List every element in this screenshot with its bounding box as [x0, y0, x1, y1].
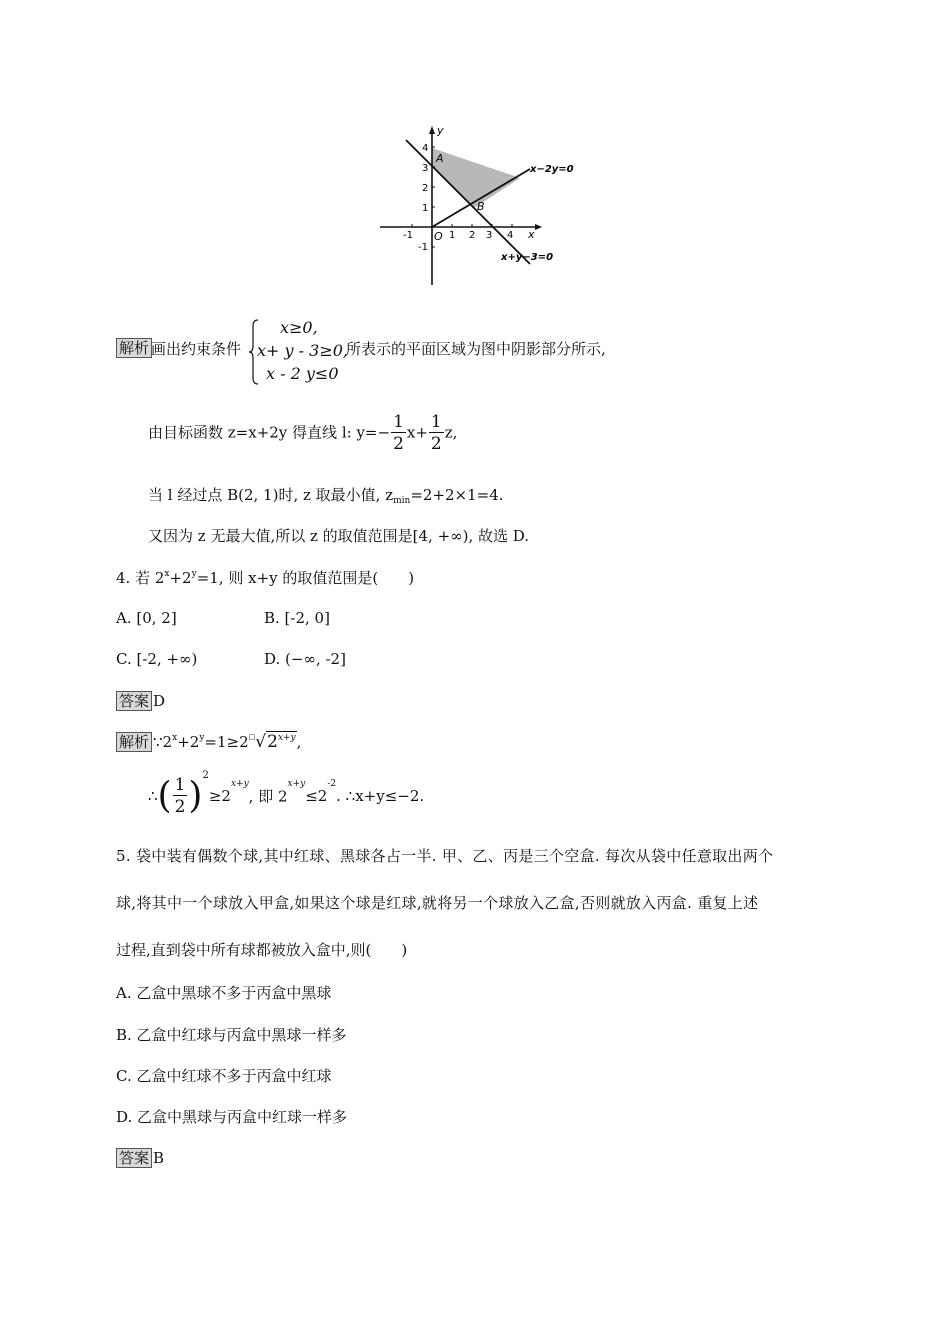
solution3-line4: 又因为 z 无最大值,所以 z 的取值范围是[4, +∞), 故选 D.	[148, 527, 530, 545]
constraint-3: x - 2 y≤0	[266, 364, 339, 383]
q5-answer	[116, 1148, 164, 1168]
point-b-label: B	[477, 200, 485, 213]
an1-sup2: y	[199, 733, 205, 743]
line1-label: x−2y=0	[530, 164, 574, 175]
q4-stem-post: =1, 则 x+y 的取值范围是( )	[196, 569, 415, 587]
constraint-2: x+ y - 3≥0,	[257, 341, 348, 360]
q5-option-b: B. 乙盒中红球与丙盒中黑球一样多	[116, 1026, 347, 1044]
origin-label: O	[434, 230, 443, 243]
fraction-half-1: $\frac{1}{2}$	[393, 412, 404, 454]
paren-right: )	[188, 775, 203, 817]
q4-option-b: B. [-2, 0]	[264, 609, 330, 627]
paren-left: (	[157, 775, 172, 817]
radical-sign: √	[255, 732, 267, 752]
line2-label: x+y−3=0	[501, 252, 554, 263]
q4-option-d: D. (−∞, -2]	[264, 650, 346, 668]
an1-mid: +2	[177, 733, 200, 751]
radicand: $2^{x+y}$	[267, 732, 296, 752]
q4-analysis-line2	[148, 770, 424, 826]
q5-option-d: D. 乙盒中黑球与丙盒中红球一样多	[116, 1108, 348, 1126]
objective-text-pre: 由目标函数 z=x+2y 得直线 l: y=−	[148, 423, 391, 442]
objective-text-post: z,	[444, 423, 458, 442]
x-tick-1: 1	[449, 230, 456, 241]
an1-post: ,	[296, 733, 302, 751]
x-tick-4: 4	[507, 230, 514, 241]
q4-option-a: A. [0, 2]	[116, 609, 177, 627]
an2-sup3: -2	[327, 779, 337, 789]
q4-stem-mid: +2	[169, 569, 192, 587]
x-tick-neg1: -1	[403, 230, 413, 241]
an2-fraction: $\frac{1}{2}$	[174, 774, 186, 817]
q5-option-c: C. 乙盒中红球不多于丙盒中红球	[116, 1067, 332, 1085]
an2-mid: ≥2	[208, 787, 231, 805]
feasible-region-figure	[370, 120, 580, 290]
min-text-pre: 当 l 经过点 B(2, 1)时, z 取最小值, z	[148, 486, 394, 504]
root-index: □	[248, 733, 256, 741]
q4-stem	[116, 567, 414, 588]
q4-option-c: C. [-2, +∞)	[116, 650, 198, 668]
analysis-tag: 解析	[116, 338, 152, 358]
q5-option-a: A. 乙盒中黑球不多于丙盒中黑球	[116, 984, 332, 1002]
solution3-line3	[148, 484, 504, 506]
y-tick-3: 3	[422, 163, 429, 174]
analysis-tag: 解析	[116, 732, 152, 752]
answer-tag: 答案	[116, 1148, 152, 1168]
an2-post: . ∴x+y≤−2.	[336, 787, 425, 805]
min-text-post: =2+2×1=4.	[410, 486, 504, 504]
y-tick-neg1: -1	[418, 242, 428, 253]
an2-mid3: ≤2	[305, 787, 328, 805]
objective-text-mid: x+	[406, 423, 428, 442]
an2-power: 2	[202, 770, 209, 781]
x-tick-3: 3	[486, 230, 493, 241]
y-tick-1: 1	[422, 203, 429, 214]
q5-stem-line1: 5. 袋中装有偶数个球,其中红球、黑球各占一半. 甲、乙、丙是三个空盒. 每次从袋中任意取出两个	[116, 847, 774, 865]
solution3-intro: 画出约束条件	[151, 340, 242, 358]
an1-pre: ∵2	[153, 733, 173, 751]
an1-sup1: x	[172, 733, 178, 743]
q4-sup-x: x	[164, 569, 170, 579]
an2-mid2: , 即 2	[248, 787, 288, 806]
q5-stem-line3: 过程,直到袋中所有球都被放入盒中,则( )	[116, 941, 408, 959]
q4-stem-pre: 4. 若 2	[116, 569, 165, 587]
y-axis-label: y	[437, 124, 444, 137]
an2-sup2: x+y	[287, 779, 306, 789]
x-axis-label: x	[528, 228, 535, 241]
q4-answer	[116, 691, 165, 711]
q4-sup-y: y	[191, 569, 197, 579]
point-a-label: A	[436, 152, 444, 165]
solution3-line2	[148, 412, 457, 455]
q5-answer-value: B	[153, 1149, 165, 1167]
an2-pre: ∴	[148, 787, 158, 805]
y-tick-4: 4	[422, 143, 429, 154]
y-axis-arrow	[429, 126, 435, 134]
answer-tag: 答案	[116, 691, 152, 711]
constraint-1: x≥0,	[280, 318, 318, 337]
q4-analysis-line1	[116, 732, 301, 752]
y-tick-2: 2	[422, 183, 429, 194]
x-axis-arrow	[535, 224, 542, 230]
q4-answer-value: D	[153, 692, 166, 710]
solution3-after: 所表示的平面区域为图中阴影部分所示,	[346, 340, 606, 358]
fraction-half-2: $\frac{1}{2}$	[430, 412, 442, 454]
min-subscript: min	[393, 496, 411, 506]
an2-sup1: x+y	[230, 779, 249, 789]
x-tick-2: 2	[469, 230, 476, 241]
an1-eq: =1≥2	[204, 733, 249, 751]
q5-stem-line2: 球,将其中一个球放入甲盒,如果这个球是红球,就将另一个球放入乙盒,否则就放入丙盒. 重复上述	[116, 894, 759, 912]
